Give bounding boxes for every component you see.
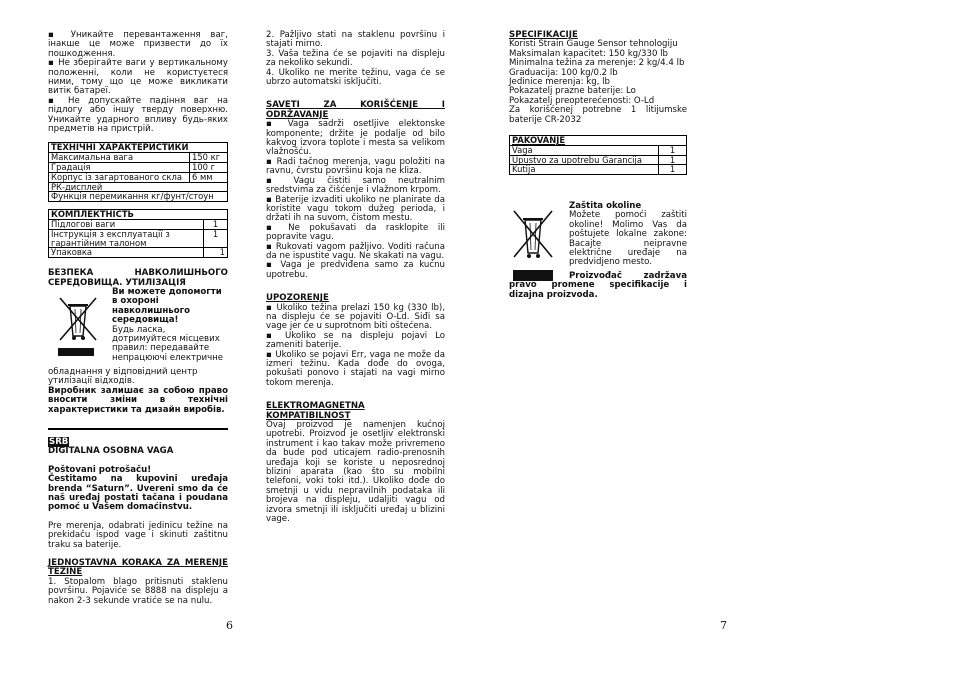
- table-row: [49, 172, 228, 182]
- table-cell: Upustvo za upotrebu Garancija: [510, 155, 659, 165]
- crossed-bin-icon: [510, 207, 556, 261]
- tip-item: ▪ Vaga je predviđena samo za kućnu upotrebu.: [266, 260, 445, 280]
- emc-text: Ovaj proizvod je namenjen kućnoj upotrebi. Proizvod je osetljiv elektronski instrument i kao takav može privremeno da bude pod uticajem radio-prenosnih uređaja koji se koriste u neposrednoj blizini aparata (kao što su mobilni telefoni, voki toki itd.). Ukoliko dođe do smetnji u vidu nepravilnih podataka ili brojeva na displeju, udaljiti vagu od izvora smetnji ili isključiti uređaj u blizini vage.: [266, 420, 445, 525]
- tip-item: ▪ Rukovati vagom pažljivo. Voditi računa da ne ispustite vagu. Ne skakati na vagu.: [266, 241, 445, 261]
- table-row: [49, 220, 228, 230]
- table-cell: Kutija: [510, 165, 659, 175]
- table-cell: РК-дисплей: [49, 182, 228, 192]
- bullet-overload: ▪ Уникайте перевантаження ваг, інакше це може призвести до їх пошкодження.: [48, 30, 228, 59]
- table-cell: Градація: [49, 163, 190, 173]
- eco-text-srb: Možete pomoći zaštiti okoline! Molimo Vas da poštujete lokalne zakone: Bacajte neipravne električne uređaje na predvidjeno mesto.: [569, 210, 687, 268]
- table-title: PAKOVANJE: [510, 136, 687, 146]
- srb-tag: SRB: [49, 437, 69, 447]
- spec-line: Pokazatelj preopterećenosti: O-Ld: [509, 95, 655, 106]
- steps-heading: JEDNOSTAVNA KORAKA ZA MERENJE TEŽINE: [48, 558, 228, 578]
- table-row: [49, 248, 228, 258]
- warning-heading: UPOZORENJE: [266, 293, 329, 304]
- eco-footer-srb-wrap: [509, 272, 687, 300]
- table-cell: 100 г: [190, 163, 228, 173]
- table-cell: Інструкція з експлуатації з гарантійним талоном: [49, 229, 204, 248]
- table-row: [49, 229, 228, 248]
- table-cell: Упаковка: [49, 248, 204, 258]
- table-row: [510, 155, 687, 165]
- table-cell: 1: [204, 220, 228, 230]
- table-row: [49, 163, 228, 173]
- table-cell: Підлогові ваги: [49, 220, 204, 230]
- eco-heading: БЕЗПЕКА НАВКОЛИШНЬОГО СЕРЕДОВИЩА. УТИЛІЗАЦІЯ: [48, 268, 228, 288]
- spec-line: Maksimalan kapacitet: 150 kg/330 lb: [509, 48, 669, 59]
- column-1: [48, 31, 228, 415]
- spec-line: Za korišćenej potrebne 1 litijumske baterije CR-2032: [509, 105, 687, 125]
- column-3: [509, 31, 687, 175]
- spec-line: Koristi Strain Gauge Sensor tehnologiju: [509, 39, 678, 50]
- eco-block-srb: [569, 202, 687, 268]
- table-row: [510, 145, 687, 155]
- step-1: 1. Stopalom blago pritisnuti staklenu površinu. Pojaviće se 8888 na displeju a nakon 2-3 sekunde vratiće se na nulu.: [48, 576, 228, 606]
- eco-footer-srb: Proizvođač zadržava pravo promene specifikacije i dizajna proizvoda.: [509, 271, 687, 300]
- column-2: [266, 31, 445, 525]
- crossed-bin-icon: [56, 294, 100, 342]
- table-cell: Корпус із загартованого скла: [49, 172, 190, 182]
- specifications-heading: SPECIFIKACIJE: [509, 30, 578, 40]
- warning-item: ▪ Ukoliko težina prelazi 150 kg (330 lb), na displeju će se pojaviti O-Ld. Siđi sa vage jer će u suprotnom biti oštećena.: [266, 302, 445, 332]
- product-title: DIGITALNA OSOBNA VAGA: [48, 446, 174, 457]
- table-cell: Vaga: [510, 145, 659, 155]
- eco-bold-text: Ви можете допомогти в охороні навколишнього середовища!: [112, 287, 222, 326]
- table-cell: 1: [659, 155, 687, 165]
- table-row: [49, 192, 228, 202]
- greeting: Poštovani potrošaču!: [48, 464, 152, 475]
- table-cell: 1: [659, 145, 687, 155]
- table-title: КОМПЛЕКТНІСТЬ: [49, 210, 228, 220]
- table-row: [510, 165, 687, 175]
- before-use-text: Pre merenja, odabrati jedinicu težine na prekidaču ispod vage i skinuti zaštitnu traku sa baterije.: [48, 520, 228, 550]
- eco-block: [48, 288, 228, 368]
- page-number-left: 6: [226, 619, 233, 632]
- tip-item: ▪ Vaga sadrži osetljive elektonske komponente; držite je podalje od bilo kakvog izvora toplote i mesta sa velikom vlažnošću.: [266, 119, 445, 158]
- table-cell: Максимальна вага: [49, 153, 190, 163]
- table-cell: Функція перемикання кг/фунт/стоун: [49, 192, 228, 202]
- steps-2-4: 2. Pažljivo stati na staklenu površinu i stajati mirno. 3. Vaša težina će se pojaviti na displeju za nekoliko sekundi. 4. Ukoliko ne merite težinu, vaga će se ubrzo automatski isključiti.: [266, 30, 445, 88]
- table-cell: 150 кг: [190, 153, 228, 163]
- warning-item: ▪ Ukoliko se na displeju pojavi Lo zameniti baterije.: [266, 330, 445, 351]
- page-number-right: 7: [720, 619, 727, 632]
- congrats-text: Čestitamo na kupovini uređaja brenda “Saturn”. Uvereni smo da će naš uređaj postati tačana i poudana pomoć u Vašem domaćinstvu.: [48, 474, 228, 513]
- tip-item: ▪ Ne pokušavati da rasklopite ili popravite vagu.: [266, 222, 445, 243]
- emc-heading: ELEKTROMAGNETNA KOMPATIBILNOST: [266, 401, 365, 421]
- eco-text: Будь ласка, дотримуйтеся місцевих правил: передавайте непрацюючі електричне: [112, 324, 224, 363]
- spec-line: Jedinice merenja: kg, lb: [509, 77, 610, 88]
- spec-line: Pokazatelj prazne baterije: Lo: [509, 86, 636, 97]
- bullet-storage: ▪ Не зберігайте ваги у вертикальному положенні, коли не користуєтеся ними, тому що це може викликати витік батареї.: [48, 58, 228, 97]
- column-1-srb: [48, 438, 228, 606]
- table-title: ТЕХНІЧНІ ХАРАКТЕРИСТИКИ: [49, 143, 228, 153]
- table-cell: 6 мм: [190, 172, 228, 182]
- packaging-table: [509, 135, 687, 175]
- kit-table: [48, 209, 228, 258]
- tip-item: ▪ Baterije izvaditi ukoliko ne planirate da koristite vagu tokom dužeg perioda, i držati ih na suvom, čistom mestu.: [266, 194, 445, 224]
- eco-heading-srb: Zaštita okoline: [569, 201, 642, 211]
- spec-line: Graduacija: 100 kg/0.2 lb: [509, 67, 618, 78]
- section-divider: [48, 428, 228, 430]
- bullet-drop: ▪ Не допускайте падіння ваг на підлогу або іншу тверду поверхню. Уникайте ударного впливу будь-яких предметів на пристрій.: [48, 95, 228, 135]
- tip-item: ▪ Vagu čistiti samo neutralnim sredstvima za čišćenje i vlažnom krpom.: [266, 175, 445, 196]
- eco-footer: Виробник залишає за собою право вносити зміни в технічні характеристики та дизайн виробів.: [48, 385, 228, 415]
- weee-bar: [58, 348, 94, 356]
- tips-heading: SAVETI ZA KORIŠĆENJE I ODRŽAVANJE: [266, 100, 445, 120]
- technical-specs-table: [48, 142, 228, 202]
- table-cell: 1: [204, 229, 228, 248]
- table-cell: 1: [204, 248, 228, 258]
- warning-item: ▪ Ukoliko se pojavi Err, vaga ne može da izmeri težinu. Kada dođe do ovoga, pokušati ponovo i stajati na vagi mirno tokom merenja.: [266, 349, 445, 388]
- eco-text-2: обладнання у відповідний центр утилізації відходів.: [48, 367, 198, 387]
- tip-item: ▪ Radi tačnog merenja, vagu položiti na ravnu, čvrstu površinu koja ne kliza.: [266, 156, 445, 177]
- spec-line: Minimalna težina za merenje: 2 kg/4.4 lb: [509, 58, 685, 69]
- table-cell: 1: [659, 165, 687, 175]
